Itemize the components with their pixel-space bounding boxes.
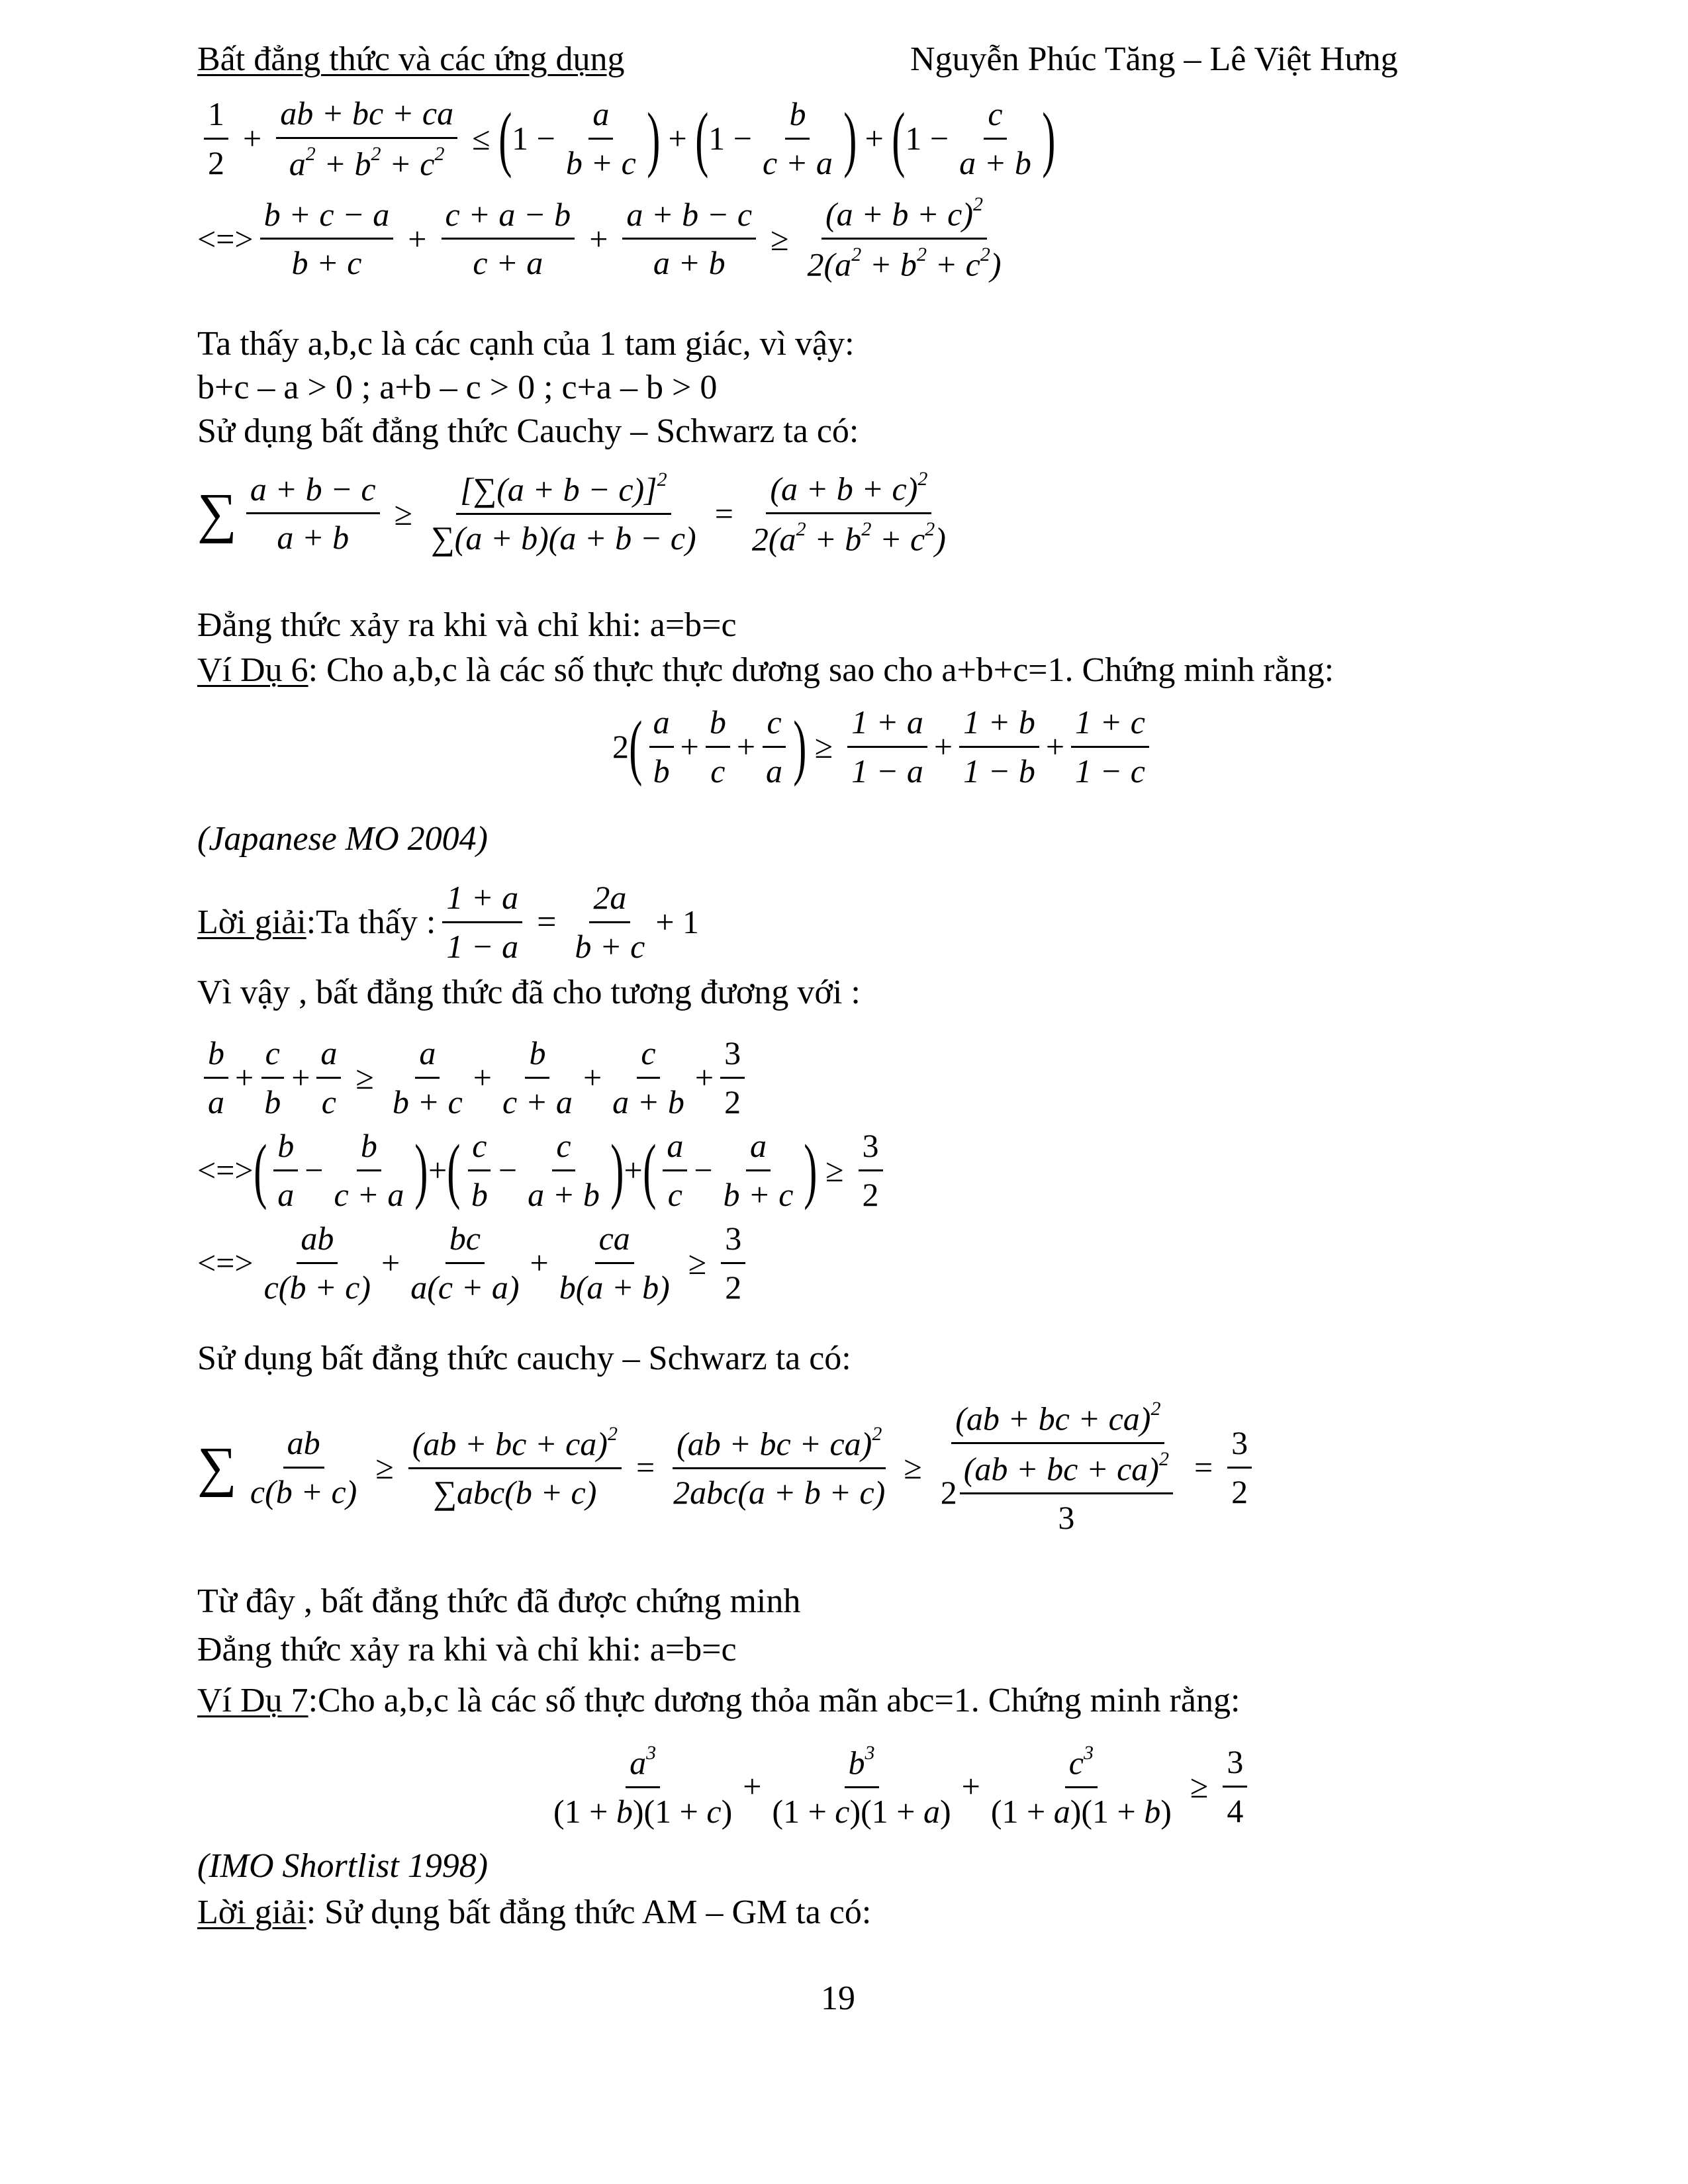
example-6-label: Ví Dụ 6 <box>197 651 308 689</box>
solution-text: :Ta thấy : <box>306 903 436 941</box>
example-6-statement <box>197 651 1334 690</box>
page-number: 19 <box>821 1979 855 2017</box>
example-7-text: :Cho a,b,c là các số thực dương thỏa mãn abc=1. Chứng minh rằng: <box>308 1682 1241 1719</box>
text-line: Sử dụng bất đẳng thức cauchy – Schwarz ta có: <box>197 1340 851 1377</box>
equivalence-symbol: <=> <box>197 220 254 257</box>
equation-2: <=> $\frac{b + c - a}{b + c}$ + $\frac{c + a - b}{c + a}$ + $\frac{a + b - c}{a + b}$ ≥ $\frac{(a + b + c)^2}{2(a^2 + b^2 + c^2)}$ <box>197 193 1002 283</box>
equation-5: $\frac{b}{a}$ + $\frac{c}{b}$ + $\frac{a}{c}$ ≥ $\frac{a}{b + c}$ + $\frac{b}{c + a}$ + $\frac{c}{a + b}$ + $\frac{3}{2}$ <box>197 1032 751 1122</box>
text-line: Đẳng thức xảy ra khi và chỉ khi: a=b=c <box>197 1631 737 1668</box>
example-6-text: : Cho a,b,c là các số thực thực dương sao cho a+b+c=1. Chứng minh rằng: <box>308 651 1335 689</box>
equation-8: ∑ $\frac{ab}{c(b + c)}$ ≥ $\frac{(ab + bc + ca)^2}{\text{∑abc(b + c)}}$ = $\frac{(ab + bc + ca)^2}{\text{2abc(a + b + c)}}$ ≥ (ab + bc + ca)$^2$ 2 $\frac{(ab + bc + ca)^2}{3}$ = $\frac{3}{2}$ <box>197 1396 1258 1539</box>
solution-6-line: Lời giải :Ta thấy : $\frac{1 + a}{1 - a}$ = $\frac{2a}{b + c}$ + 1 <box>197 877 699 967</box>
header-title: Bất đẳng thức và các ứng dụng <box>197 40 625 78</box>
header-authors: Nguyễn Phúc Tăng – Lê Việt Hưng <box>910 40 1398 78</box>
text-line: Sử dụng bất đẳng thức Cauchy – Schwarz ta có: <box>197 412 859 450</box>
text-line: Đẳng thức xảy ra khi và chỉ khi: a=b=c <box>197 606 737 644</box>
equation-7: <=> $\frac{ab}{c(b + c)}$ + $\frac{bc}{a(c + a)}$ + $\frac{ca}{b(a + b)}$ ≥ $\frac{3}{2}$ <box>197 1218 752 1308</box>
equation-1: $\frac{1}{2}$ + $\frac{ab + bc + ca}{a^2 + b^2 + c^2}$ ≤ ( 1 − $\frac{a}{b + c}$ ) + ( 1 − $\frac{b}{c + a}$ ) + ( 1 − $\frac{c}{a + b}$ ) <box>197 93 1056 185</box>
equation-3: ∑ $\frac{a + b - c}{a + b}$ ≥ $\frac{[\sum(a + b - c)]^2}{\sum(a + b)(a + b - c)}$ = $\frac{(a + b + c)^2}{2(a^2 + b^2 + c^2)}$ <box>197 468 946 558</box>
text-line: Vì vậy , bất đẳng thức đã cho tương đương với : <box>197 974 861 1011</box>
text-line: Từ đây , bất đẳng thức đã được chứng minh <box>197 1582 801 1620</box>
source-citation: (IMO Shortlist 1998) <box>197 1847 489 1885</box>
example-7-statement <box>197 1681 1240 1721</box>
equation-4: 2 ( $\frac{a}{b}$ + $\frac{b}{c}$ + $\frac{c}{a}$ ) ≥ $\frac{1 + a}{1 - a}$ + $\frac{1 + b}{1 - b}$ + $\frac{1 + c}{1 - c}$ <box>612 702 1156 792</box>
text-line: Ta thấy a,b,c là các cạnh của 1 tam giác, vì vậy: <box>197 325 855 363</box>
equivalence-symbol: <=> <box>197 1152 254 1189</box>
example-7-label: Ví Dụ 7 <box>197 1682 308 1719</box>
text-line: b+c – a > 0 ; a+b – c > 0 ; c+a – b > 0 <box>197 369 718 406</box>
solution-7-line <box>197 1893 871 1933</box>
equivalence-symbol: <=> <box>197 1244 254 1281</box>
equation-9: $\frac{a^3}{(1 + b)(1 + c)}$ + $\frac{b^3}{(1 + c)(1 + a)}$ + $\frac{c^3}{(1 + a)(1 + b)}$ ≥ $\frac{3}{4}$ <box>543 1741 1254 1833</box>
solution-label: Lời giải <box>197 1893 306 1931</box>
solution-text: : Sử dụng bất đẳng thức AM – GM ta có: <box>306 1893 872 1931</box>
solution-label: Lời giải <box>197 903 306 941</box>
source-citation: (Japanese MO 2004) <box>197 820 488 858</box>
equation-6: <=> ( $\frac{b}{a}$ − $\frac{b}{c + a}$ ) + ( $\frac{c}{b}$ − $\frac{c}{a + b}$ ) + ( $\frac{a}{c}$ − $\frac{a}{b + c}$ ) ≥ $\frac{3}{2}$ <box>197 1125 890 1215</box>
